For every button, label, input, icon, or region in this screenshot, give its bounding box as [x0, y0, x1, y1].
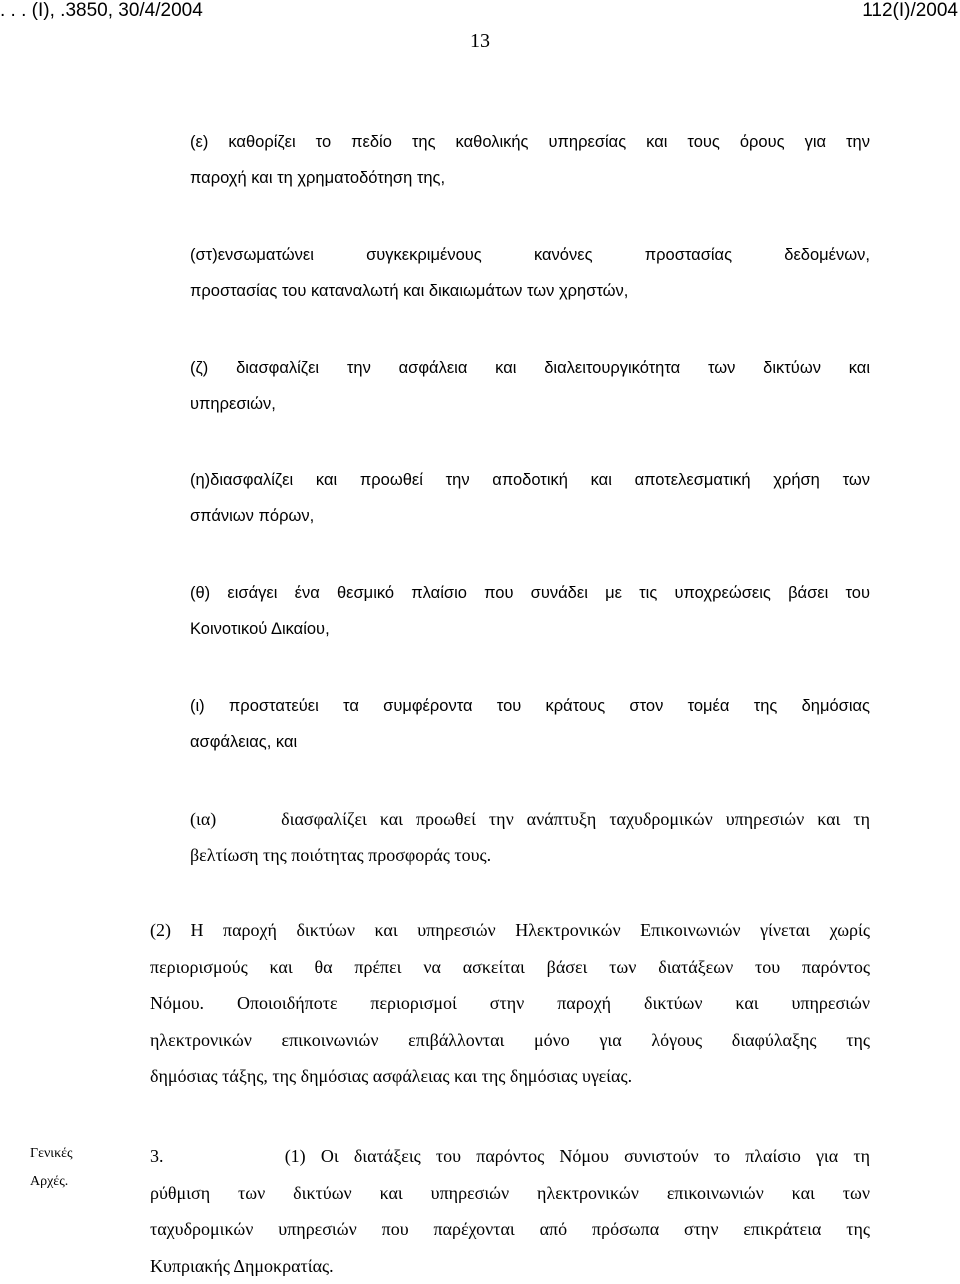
clause-th [190, 575, 870, 647]
clause-text: προστατεύει τα συμφέροντα του κράτους στον τομέα της δημόσιας [229, 697, 870, 715]
paragraph-line: (2) Η παροχή δικτύων και υπηρεσιών Ηλεκτρονικών Επικοινωνιών γίνεται χωρίς [150, 912, 870, 949]
paragraph-2 [150, 912, 870, 1095]
paragraph-line: ρύθμιση των δικτύων και υπηρεσιών ηλεκτρονικών επικοινωνιών και των [150, 1175, 870, 1212]
clause-label: (ε) [190, 133, 208, 151]
section-number: 3. [150, 1146, 164, 1166]
clause-text: βελτίωση της ποιότητας προσφοράς τους. [190, 837, 870, 873]
paragraph-line: (1) Οι διατάξεις του παρόντος Νόμου συνιστούν το πλαίσιο για τη [285, 1146, 870, 1166]
clause-text: σπάνιων πόρων, [190, 498, 870, 534]
clause-label: (ι) [190, 697, 205, 715]
clause-st [190, 237, 870, 309]
clause-text: υπηρεσιών, [190, 386, 870, 422]
header-law-number: 112(Ι)/2004 [862, 0, 958, 22]
clause-text: προστασίας του καταναλωτή και δικαιωμάτων των χρηστών, [190, 273, 870, 309]
clause-label: (η) [190, 471, 210, 489]
paragraph-line: ηλεκτρονικών επικοινωνιών επιβάλλονται μόνο για λόγους διαφύλαξης της [150, 1022, 870, 1059]
paragraph-line: ταχυδρομικών υπηρεσιών που παρέχονται από πρόσωπα στην επικράτεια της [150, 1211, 870, 1248]
paragraph-line: περιορισμούς και θα πρέπει να ασκείται βάσει των διατάξεων του παρόντος [150, 949, 870, 986]
paragraph-line: Νόμου. Οποιοιδήποτε περιορισμοί στην παροχή δικτύων και υπηρεσιών [150, 985, 870, 1022]
paragraph-line: Κυπριακής Δημοκρατίας. [150, 1248, 870, 1284]
clause-text: διασφαλίζει και προωθεί την αποδοτική και αποτελεσματική χρήση των [210, 471, 870, 489]
clause-z [190, 350, 870, 422]
clause-iota [190, 688, 870, 760]
paragraph-line: δημόσιας τάξης, της δημόσιας ασφάλειας και της δημόσιας υγείας. [150, 1058, 870, 1095]
margin-note-line: Γενικές [30, 1140, 73, 1168]
clause-i [190, 462, 870, 534]
clause-text: διασφαλίζει την ασφάλεια και διαλειτουργικότητα των δικτύων και [236, 359, 870, 377]
page-number: 13 [0, 30, 960, 53]
clause-label: (θ) [190, 584, 210, 602]
clause-ia [190, 801, 870, 873]
clause-text: καθορίζει το πεδίο της καθολικής υπηρεσίας και τους όρους για την [228, 133, 870, 151]
clause-text: διασφαλίζει και προωθεί την ανάπτυξη ταχυδρομικών υπηρεσιών και τη [281, 809, 870, 829]
clause-label: (ια) [190, 809, 216, 829]
header-reference: . . . (Ι), .3850, 30/4/2004 [0, 0, 203, 22]
clause-label: (ζ) [190, 359, 208, 377]
clause-text: ενσωματώνει συγκεκριμένους κανόνες προστασίας δεδομένων, [218, 246, 870, 264]
clause-text: παροχή και τη χρηματοδότηση της, [190, 160, 870, 196]
section-3 [150, 1138, 870, 1284]
clause-text: Κοινοτικού Δικαίου, [190, 611, 870, 647]
margin-note-line: Αρχές. [30, 1168, 73, 1196]
clause-text: ασφάλειας, και [190, 724, 870, 760]
clause-text: εισάγει ένα θεσμικό πλαίσιο που συνάδει με τις υποχρεώσεις βάσει του [227, 584, 870, 602]
clause-label: (στ) [190, 246, 218, 264]
margin-note [30, 1140, 73, 1196]
clause-e [190, 124, 870, 196]
